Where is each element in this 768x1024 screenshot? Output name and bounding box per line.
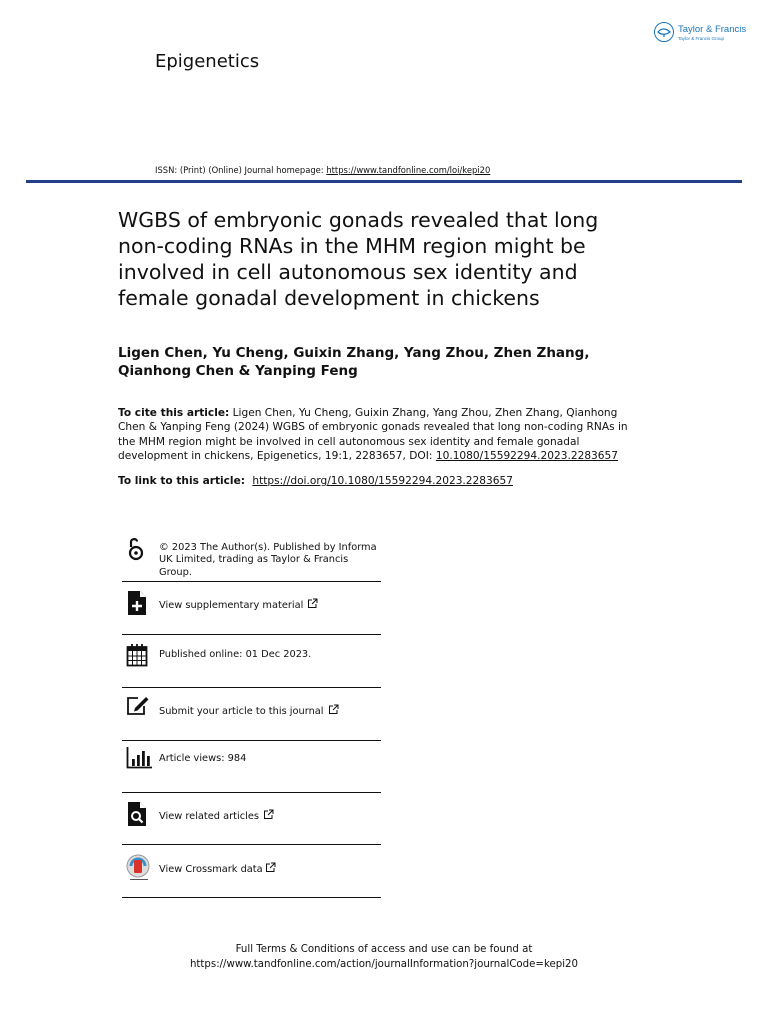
external-link-icon <box>263 809 274 820</box>
article-views: Article views: 984 <box>159 753 247 764</box>
citation-doi-link[interactable]: 10.1080/15592294.2023.2283657 <box>435 450 619 463</box>
publisher-name: Taylor & Francis <box>678 24 747 35</box>
crossmark-icon <box>126 854 150 880</box>
article-authors: Ligen Chen, Yu Cheng, Guixin Zhang, Yang Zhou, Zhen Zhang, Qianhong Chen & Yanping Feng <box>118 345 590 379</box>
external-link-icon <box>328 704 339 715</box>
citation-text: Ligen Chen, Yu Cheng, Guixin Zhang, Yang Zhou, Zhen Zhang, Qianhong Chen & Yanping Feng (2024) WGBS of embryonic gonads revealed that long non-coding RNAs in the MHM region might be involved in cell autonomous sex identity and female gonadal development in chickens, Epigenetics, 19:1, 2283657, DOI: <box>118 407 628 463</box>
journal-homepage-link[interactable]: https://www.tandfonline.com/loi/kepi20 <box>326 165 491 175</box>
crossmark-link[interactable]: View Crossmark data <box>159 862 276 876</box>
supplementary-link[interactable]: View supplementary material <box>159 598 318 612</box>
article-link-label: To link to this article: <box>118 475 245 487</box>
journal-title: Epigenetics <box>155 51 260 72</box>
license-row <box>122 536 381 582</box>
supplementary-file-icon <box>126 590 150 616</box>
external-link-icon <box>307 598 318 609</box>
related-row[interactable] <box>122 793 381 845</box>
issn-line <box>155 165 490 175</box>
views-row <box>122 741 381 793</box>
calendar-icon <box>126 643 150 669</box>
article-doi-link[interactable]: https://doi.org/10.1080/15592294.2023.2283657 <box>252 475 513 487</box>
published-row <box>122 635 381 688</box>
search-document-icon <box>126 801 150 827</box>
issn-text: ISSN: (Print) (Online) Journal homepage: <box>155 165 324 175</box>
license-text: © 2023 The Author(s). Published by Informa UK Limited, trading as Taylor & Francis Group. <box>159 542 377 578</box>
edit-icon <box>126 695 150 721</box>
footer-terms-text: Full Terms & Conditions of access and use can be found at <box>235 944 533 955</box>
publisher-logo-icon <box>654 22 674 42</box>
article-link-block <box>118 475 648 487</box>
published-date: Published online: 01 Dec 2023. <box>159 649 312 660</box>
crossmark-row[interactable] <box>122 845 381 898</box>
citation-block <box>118 406 648 464</box>
supplementary-row[interactable] <box>122 582 381 635</box>
row-divider <box>122 897 381 898</box>
submit-row[interactable] <box>122 688 381 741</box>
open-access-icon <box>126 536 150 562</box>
external-link-icon <box>265 862 276 873</box>
footer-terms-link[interactable]: https://www.tandfonline.com/action/journalInformation?journalCode=kepi20 <box>189 959 579 970</box>
submit-article-link[interactable]: Submit your article to this journal <box>159 704 339 718</box>
header-divider <box>26 180 742 183</box>
article-title: WGBS of embryonic gonads revealed that long non-coding RNAs in the MHM region might be involved in cell autonomous sex identity and female gonadal development in chickens <box>118 208 599 310</box>
publisher-group: Taylor & Francis Group <box>678 36 725 41</box>
citation-label: To cite this article: <box>118 407 230 419</box>
publisher-logo[interactable] <box>654 22 746 46</box>
related-articles-link[interactable]: View related articles <box>159 809 274 823</box>
footer <box>134 942 634 972</box>
bar-chart-icon <box>126 747 150 773</box>
